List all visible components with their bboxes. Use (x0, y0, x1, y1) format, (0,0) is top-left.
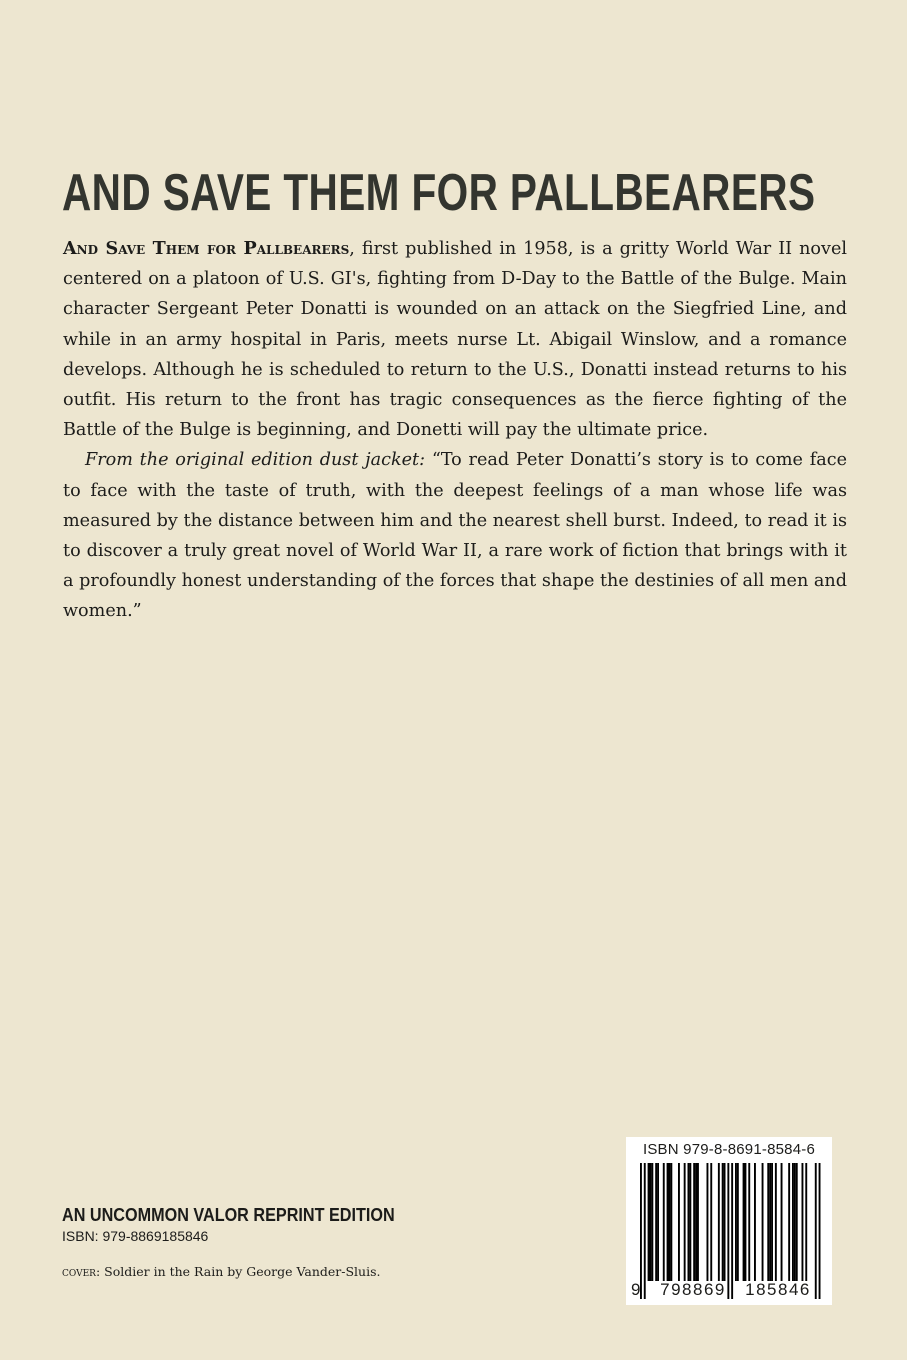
blurb-paragraph-1 (63, 234, 847, 445)
barcode-bar (745, 1163, 747, 1281)
barcode-bar (663, 1163, 665, 1281)
barcode-bar (743, 1163, 745, 1281)
barcode-bar (684, 1163, 686, 1281)
cover-credit (62, 1263, 381, 1281)
barcode-bar (735, 1163, 737, 1281)
barcode-bar (722, 1163, 724, 1281)
barcode-bar (707, 1163, 709, 1281)
quote-intro: From the original edition dust jacket: (85, 450, 426, 471)
barcode-bar (794, 1163, 796, 1281)
barcode-digit-first: 9 (631, 1280, 641, 1299)
barcode-bar (693, 1163, 695, 1281)
barcode-bar (710, 1163, 712, 1281)
barcode-bar (754, 1163, 756, 1281)
barcode-bar (781, 1163, 783, 1281)
barcode-bar (775, 1163, 777, 1281)
barcode-bar (655, 1163, 657, 1281)
blurb-paragraph-1-text: , first published in 1958, is a gritty World War II novel centered on a platoon of U.S. GI's, fighting from D-Day to the Battle of the Bulge. Main character Sergeant Peter Donatti is wounded on an attack on the Siegfried Line, and while in an army hospital in Paris, meets nurse Lt. Abigail Winslow, and a romance develops. Although he is scheduled to return to the U.S., Donatti instead returns to his outfit. His return to the front has tragic consequences as the fierce fighting of the Battle of the Bulge is beginning, and Donetti will pay the ultimate price. (63, 239, 847, 441)
barcode-bar (651, 1163, 653, 1281)
barcode-bar (792, 1163, 794, 1281)
barcode-bar (762, 1163, 764, 1281)
barcode-bar (669, 1163, 671, 1281)
barcode-bar (805, 1163, 807, 1281)
dust-jacket-quote: “To read Peter Donatti’s story is to come face to face with the taste of truth, with the deepest feelings of a man whose life was measured by the distance between him and the nearest shell burst. Indeed, to read it is to discover a truly great novel of World War II, a rare work of fiction that brings with it a profoundly honest understanding of the forces that shape the destinies of all men and women.” (63, 450, 847, 622)
cover-credit-label: cover: (62, 1264, 101, 1279)
blurb-lead-title: And Save Them for Pallbearers (63, 238, 350, 259)
barcode-guard-bar (819, 1163, 821, 1299)
barcode-bar (718, 1163, 720, 1281)
book-title: AND SAVE THEM FOR PALLBEARERS (62, 164, 816, 222)
barcode-bar (748, 1163, 750, 1281)
cover-credit-text: Soldier in the Rain by George Vander-Sluis. (100, 1264, 381, 1279)
barcode-bar (648, 1163, 650, 1281)
edition-label: AN UNCOMMON VALOR REPRINT EDITION (62, 1205, 395, 1225)
barcode-bar (802, 1163, 804, 1281)
barcode-isbn-label: ISBN 979-8-8691-8584-6 (642, 1141, 815, 1158)
barcode-bar (724, 1163, 726, 1281)
isbn-text: ISBN: 979-8869185846 (62, 1228, 209, 1244)
barcode-guard-bar (731, 1163, 733, 1299)
barcode-guard-bar (644, 1163, 646, 1299)
barcode-digits-right: 185846 (745, 1280, 811, 1299)
barcode-bar (737, 1163, 739, 1281)
barcode-bar (796, 1163, 798, 1281)
barcode-bar (769, 1163, 771, 1281)
barcode-bar (688, 1163, 690, 1281)
barcode-bar (678, 1163, 680, 1281)
barcode-bar (670, 1163, 672, 1281)
barcode-bar (788, 1163, 790, 1281)
barcode-bar (667, 1163, 669, 1281)
barcode-bar (695, 1163, 697, 1281)
blurb-paragraph-2 (63, 445, 847, 626)
barcode-bar (689, 1163, 691, 1281)
barcode-bar (767, 1163, 769, 1281)
barcode-digits-left: 798869 (660, 1280, 726, 1299)
barcode-bar (771, 1163, 773, 1281)
barcode-bar (657, 1163, 659, 1281)
book-blurb (63, 234, 847, 627)
barcode-bar (697, 1163, 699, 1281)
barcode-bar (650, 1163, 652, 1281)
